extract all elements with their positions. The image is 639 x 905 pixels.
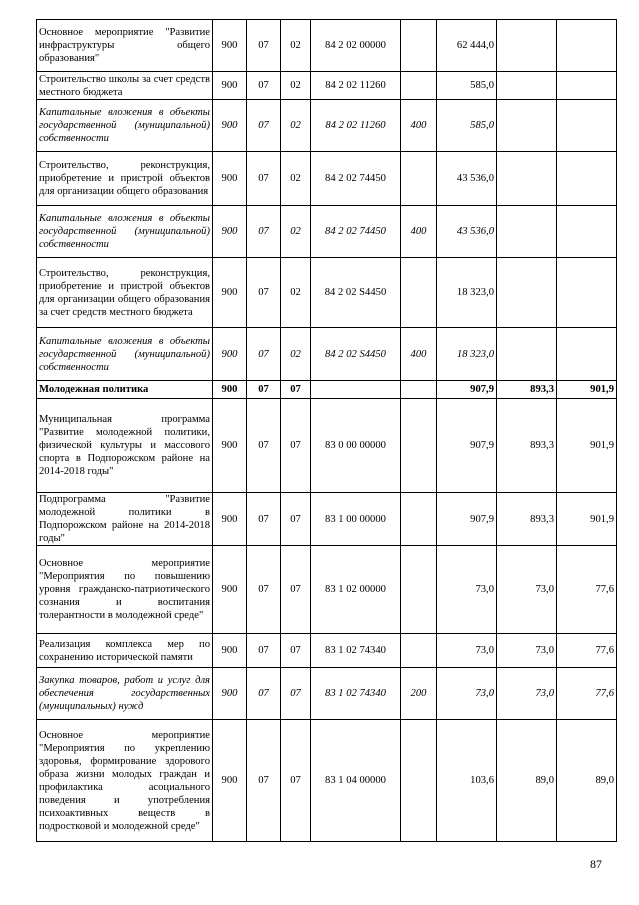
cell-rz: 07	[247, 546, 281, 634]
cell-rz: 07	[247, 20, 281, 72]
cell-gr: 900	[213, 493, 247, 546]
cell-year1: 18 323,0	[437, 258, 497, 328]
row-name: Строительство школы за счет средств местного бюджета	[37, 72, 213, 100]
cell-vr: 400	[401, 100, 437, 152]
cell-csr: 83 1 04 00000	[311, 720, 401, 842]
cell-csr: 83 1 02 00000	[311, 546, 401, 634]
cell-pr: 07	[281, 493, 311, 546]
cell-vr	[401, 381, 437, 399]
cell-gr: 900	[213, 546, 247, 634]
table-row	[37, 634, 617, 668]
row-name: Муниципальная программа "Развитие молодежной политики, физической культуры и массового спорта в Подпорожском районе на 2014-2018 годы"	[37, 399, 213, 493]
cell-pr: 07	[281, 668, 311, 720]
cell-gr: 900	[213, 152, 247, 206]
row-name: Капитальные вложения в объекты государственной (муниципальной) собственности	[37, 100, 213, 152]
cell-year1: 907,9	[437, 381, 497, 399]
cell-gr: 900	[213, 381, 247, 399]
cell-year2	[497, 72, 557, 100]
cell-rz: 07	[247, 72, 281, 100]
cell-year1: 62 444,0	[437, 20, 497, 72]
cell-year2: 893,3	[497, 493, 557, 546]
cell-csr	[311, 381, 401, 399]
cell-gr: 900	[213, 668, 247, 720]
cell-csr: 83 1 00 00000	[311, 493, 401, 546]
cell-csr: 84 2 02 74450	[311, 206, 401, 258]
cell-pr: 02	[281, 328, 311, 381]
cell-year1: 585,0	[437, 100, 497, 152]
page-number: 87	[590, 857, 602, 871]
cell-year1: 73,0	[437, 634, 497, 668]
cell-year2: 893,3	[497, 399, 557, 493]
cell-year3	[557, 258, 617, 328]
cell-pr: 02	[281, 206, 311, 258]
cell-year1: 73,0	[437, 546, 497, 634]
cell-vr	[401, 258, 437, 328]
cell-vr: 400	[401, 206, 437, 258]
cell-year2: 73,0	[497, 668, 557, 720]
cell-year1: 18 323,0	[437, 328, 497, 381]
table-row	[37, 20, 617, 72]
cell-vr	[401, 399, 437, 493]
cell-rz: 07	[247, 381, 281, 399]
cell-year3	[557, 20, 617, 72]
cell-gr: 900	[213, 399, 247, 493]
cell-vr	[401, 72, 437, 100]
cell-pr: 02	[281, 20, 311, 72]
cell-vr	[401, 152, 437, 206]
cell-year1: 73,0	[437, 668, 497, 720]
table-row	[37, 493, 617, 546]
cell-csr: 84 2 02 74450	[311, 152, 401, 206]
cell-pr: 07	[281, 381, 311, 399]
row-name: Капитальные вложения в объекты государственной (муниципальной) собственности	[37, 328, 213, 381]
cell-year2	[497, 152, 557, 206]
cell-gr: 900	[213, 328, 247, 381]
row-name: Основное мероприятие "Мероприятия по укреплению здоровья, формирование здорового образа жизни молодых граждан и профилактика асоциального поведения и употребления психоактивных веществ в подростковой и молодежной среде"	[37, 720, 213, 842]
cell-year2: 73,0	[497, 546, 557, 634]
cell-year3: 77,6	[557, 668, 617, 720]
cell-pr: 02	[281, 152, 311, 206]
cell-csr: 84 2 02 S4450	[311, 328, 401, 381]
table-row	[37, 72, 617, 100]
cell-gr: 900	[213, 206, 247, 258]
cell-vr	[401, 20, 437, 72]
cell-vr	[401, 634, 437, 668]
cell-csr: 84 2 02 00000	[311, 20, 401, 72]
cell-year3: 89,0	[557, 720, 617, 842]
cell-csr: 83 0 00 00000	[311, 399, 401, 493]
cell-pr: 07	[281, 720, 311, 842]
cell-rz: 07	[247, 152, 281, 206]
cell-vr	[401, 546, 437, 634]
row-name: Строительство, реконструкция, приобретение и пристрой объектов для организации общего образования за счет средств местного бюджета	[37, 258, 213, 328]
cell-year2: 89,0	[497, 720, 557, 842]
cell-vr	[401, 720, 437, 842]
cell-year3: 901,9	[557, 399, 617, 493]
cell-year1: 103,6	[437, 720, 497, 842]
table-row	[37, 668, 617, 720]
cell-pr: 07	[281, 546, 311, 634]
table-row	[37, 152, 617, 206]
table-row	[37, 399, 617, 493]
cell-year3	[557, 100, 617, 152]
cell-rz: 07	[247, 206, 281, 258]
row-name: Основное мероприятие "Развитие инфраструктуры общего образования"	[37, 20, 213, 72]
cell-year1: 907,9	[437, 399, 497, 493]
table-row	[37, 258, 617, 328]
cell-year2	[497, 258, 557, 328]
cell-year2	[497, 100, 557, 152]
cell-csr: 83 1 02 74340	[311, 634, 401, 668]
cell-year2	[497, 328, 557, 381]
budget-table	[36, 19, 617, 842]
cell-year3	[557, 152, 617, 206]
cell-rz: 07	[247, 493, 281, 546]
cell-pr: 07	[281, 634, 311, 668]
table-row	[37, 100, 617, 152]
cell-year3: 901,9	[557, 493, 617, 546]
cell-csr: 84 2 02 S4450	[311, 258, 401, 328]
cell-year2	[497, 20, 557, 72]
cell-vr: 200	[401, 668, 437, 720]
table-row	[37, 328, 617, 381]
cell-year3: 77,6	[557, 634, 617, 668]
cell-rz: 07	[247, 634, 281, 668]
row-name: Подпрограмма "Развитие молодежной политики в Подпорожском районе на 2014-2018 годы"	[37, 493, 213, 546]
table-row	[37, 381, 617, 399]
table-row	[37, 546, 617, 634]
cell-gr: 900	[213, 20, 247, 72]
cell-gr: 900	[213, 634, 247, 668]
cell-pr: 02	[281, 72, 311, 100]
row-name: Молодежная политика	[37, 381, 213, 399]
row-name: Реализация комплекса мер по сохранению исторической памяти	[37, 634, 213, 668]
row-name: Капитальные вложения в объекты государственной (муниципальной) собственности	[37, 206, 213, 258]
cell-csr: 83 1 02 74340	[311, 668, 401, 720]
cell-gr: 900	[213, 100, 247, 152]
cell-csr: 84 2 02 11260	[311, 72, 401, 100]
table-row	[37, 720, 617, 842]
cell-rz: 07	[247, 328, 281, 381]
cell-year1: 585,0	[437, 72, 497, 100]
cell-rz: 07	[247, 668, 281, 720]
row-name: Закупка товаров, работ и услуг для обеспечения государственных (муниципальных) нужд	[37, 668, 213, 720]
cell-year3: 77,6	[557, 546, 617, 634]
cell-year2: 73,0	[497, 634, 557, 668]
cell-csr: 84 2 02 11260	[311, 100, 401, 152]
cell-year2	[497, 206, 557, 258]
cell-year1: 43 536,0	[437, 152, 497, 206]
cell-gr: 900	[213, 258, 247, 328]
cell-rz: 07	[247, 258, 281, 328]
cell-pr: 02	[281, 258, 311, 328]
row-name: Строительство, реконструкция, приобретение и пристрой объектов для организации общего образования	[37, 152, 213, 206]
cell-year3: 901,9	[557, 381, 617, 399]
cell-rz: 07	[247, 720, 281, 842]
cell-year3	[557, 206, 617, 258]
cell-year3	[557, 72, 617, 100]
cell-year2: 893,3	[497, 381, 557, 399]
cell-year1: 907,9	[437, 493, 497, 546]
cell-rz: 07	[247, 399, 281, 493]
cell-pr: 02	[281, 100, 311, 152]
cell-rz: 07	[247, 100, 281, 152]
row-name: Основное мероприятие "Мероприятия по повышению уровня гражданско-патриотического сознания и воспитания толерантности в молодежной среде"	[37, 546, 213, 634]
cell-gr: 900	[213, 720, 247, 842]
cell-year3	[557, 328, 617, 381]
cell-vr	[401, 493, 437, 546]
cell-year1: 43 536,0	[437, 206, 497, 258]
cell-pr: 07	[281, 399, 311, 493]
table-row	[37, 206, 617, 258]
cell-gr: 900	[213, 72, 247, 100]
cell-vr: 400	[401, 328, 437, 381]
